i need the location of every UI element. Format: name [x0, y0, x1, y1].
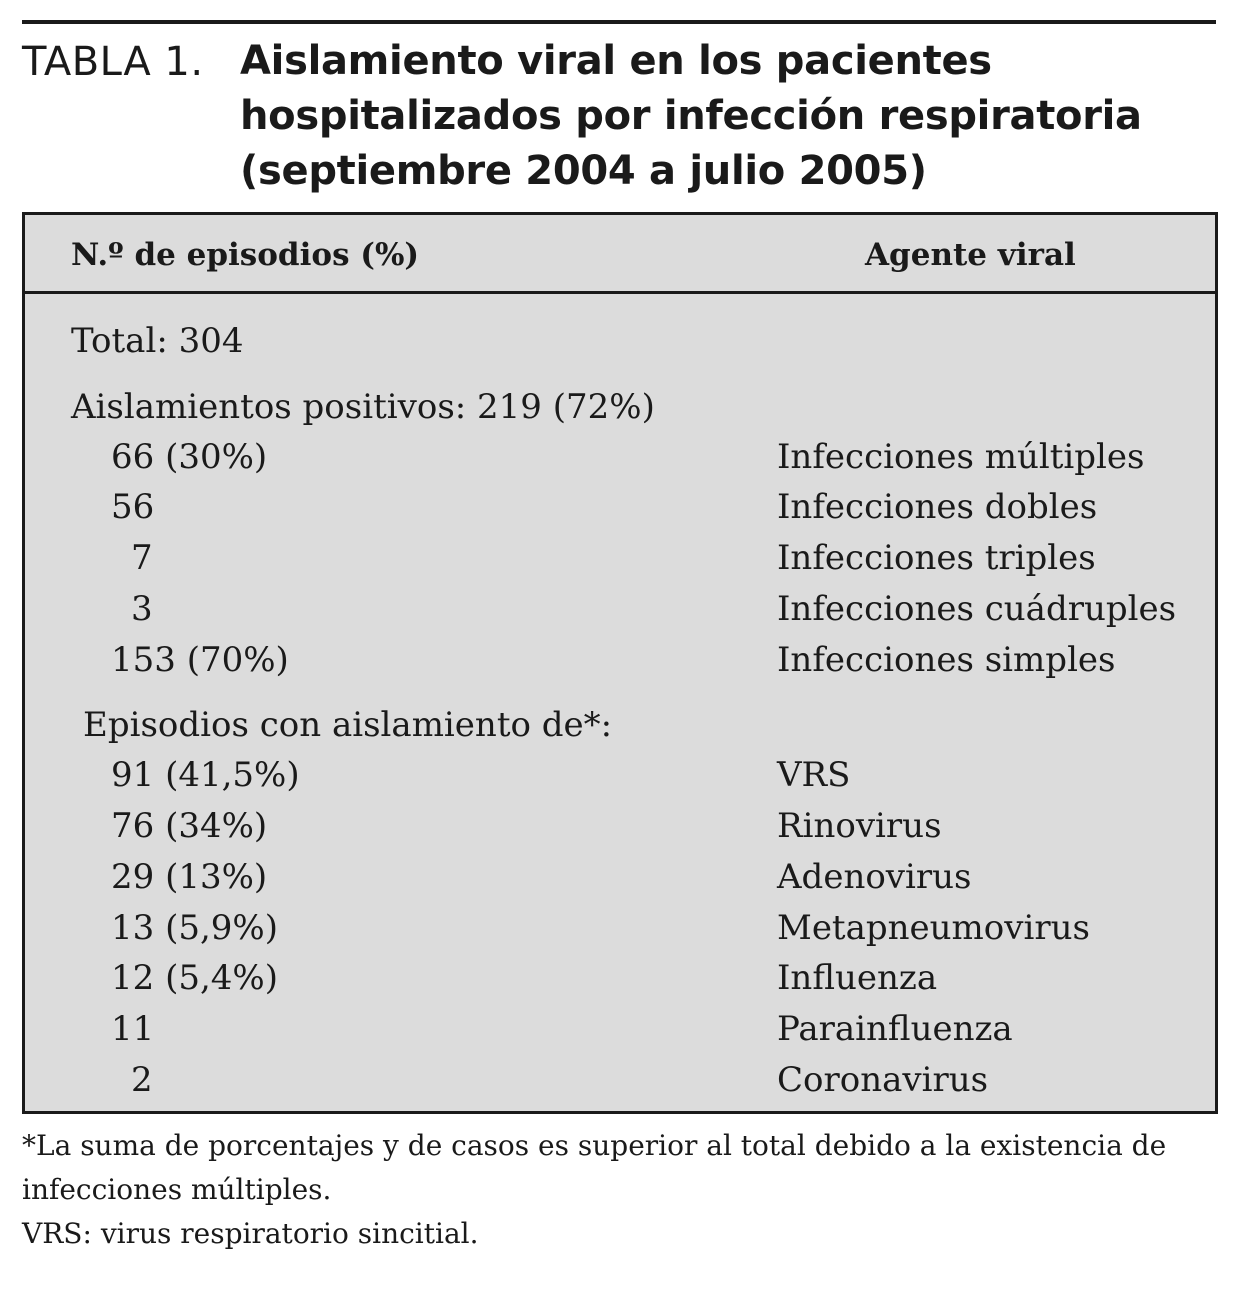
row-count: 2	[131, 1060, 153, 1100]
table-label: TABLA 1.	[22, 39, 204, 85]
table-caption	[22, 34, 1216, 204]
row-agent: Parainfluenza	[777, 1009, 1013, 1049]
data-table	[22, 212, 1218, 1114]
title-line: hospitalizados por infección respiratoria	[240, 93, 1142, 139]
table-row	[25, 640, 1215, 690]
table-title	[240, 34, 1200, 199]
title-line: (septiembre 2004 a julio 2005)	[240, 148, 927, 194]
row-agent: Infecciones múltiples	[777, 437, 1145, 477]
footnote-line: infecciones múltiples.	[22, 1173, 332, 1206]
row-count: 91 (41,5%)	[111, 755, 300, 795]
row-agent: Infecciones triples	[777, 538, 1096, 578]
row-agent: VRS	[777, 755, 851, 795]
row-count: 11	[111, 1009, 155, 1049]
row-agent: Coronavirus	[777, 1060, 989, 1100]
row-agent: Adenovirus	[777, 857, 972, 897]
table-row	[25, 908, 1215, 958]
table-row	[25, 755, 1215, 805]
row-agent: Metapneumovirus	[777, 908, 1090, 948]
table-row	[25, 437, 1215, 487]
table-row	[25, 857, 1215, 907]
header-agent: Agente viral	[865, 237, 1076, 273]
row-count: Episodios con aislamiento de*:	[83, 705, 613, 745]
table-row	[25, 1009, 1215, 1059]
table-row	[25, 589, 1215, 639]
table-row	[25, 1060, 1215, 1110]
table-row	[25, 958, 1215, 1008]
row-count: 29 (13%)	[111, 857, 268, 897]
title-line: Aislamiento viral en los pacientes	[240, 38, 992, 84]
row-agent: Infecciones simples	[777, 640, 1116, 680]
table-row	[25, 387, 1215, 437]
table-row	[25, 321, 1215, 371]
row-agent: Rinovirus	[777, 806, 942, 846]
row-agent: Infecciones cuádruples	[777, 589, 1177, 629]
table-header	[25, 215, 1215, 294]
header-episodes: N.º de episodios (%)	[71, 237, 420, 273]
footnote-line: *La suma de porcentajes y de casos es superior al total debido a la existencia de	[22, 1129, 1167, 1162]
top-rule	[22, 20, 1216, 24]
row-count: 66 (30%)	[111, 437, 268, 477]
row-count: 3	[131, 589, 153, 629]
row-count: 56	[111, 487, 155, 527]
row-count: Total: 304	[71, 321, 244, 361]
table-row	[25, 487, 1215, 537]
row-count: 76 (34%)	[111, 806, 268, 846]
footnote-line: VRS: virus respiratorio sincitial.	[22, 1217, 479, 1250]
table-row	[25, 705, 1215, 755]
table-footnote	[22, 1124, 1212, 1256]
row-count: 13 (5,9%)	[111, 908, 278, 948]
table-row	[25, 538, 1215, 588]
row-count: 12 (5,4%)	[111, 958, 278, 998]
row-count: 7	[131, 538, 153, 578]
row-count: 153 (70%)	[111, 640, 289, 680]
row-agent: Influenza	[777, 958, 938, 998]
row-count: Aislamientos positivos: 219 (72%)	[71, 387, 655, 427]
row-agent: Infecciones dobles	[777, 487, 1098, 527]
table-row	[25, 806, 1215, 856]
